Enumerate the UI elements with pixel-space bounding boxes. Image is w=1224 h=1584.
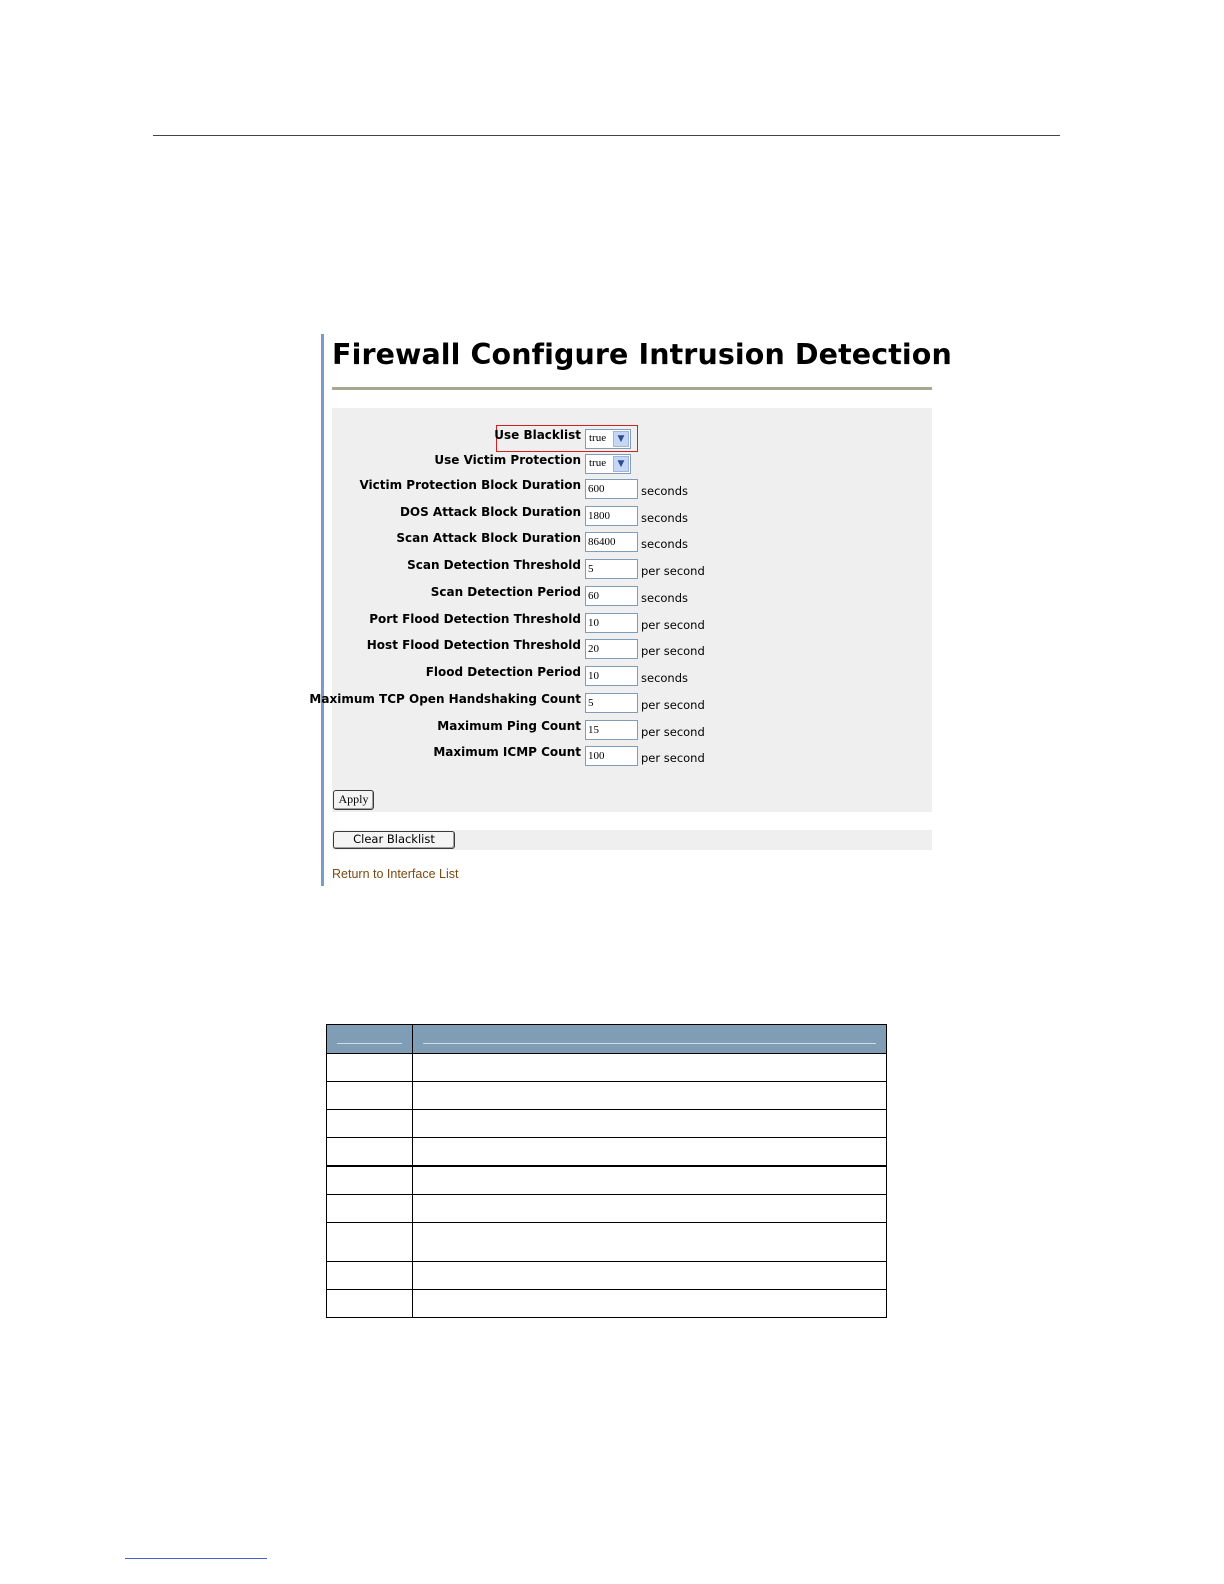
field-label: Maximum TCP Open Handshaking Count (309, 692, 581, 706)
field-label: Flood Detection Period (425, 665, 581, 679)
scan-detection-period-row (332, 586, 932, 608)
flood-detection-period-row (332, 666, 932, 688)
table-row (327, 1290, 887, 1318)
field-unit: seconds (641, 671, 689, 685)
table-row (327, 1166, 887, 1195)
scan-detection-threshold-row (332, 559, 932, 581)
use-victim-protection-value: true (589, 457, 607, 469)
max-tcp-open-handshaking-row (309, 692, 932, 715)
field-unit: seconds (641, 591, 689, 605)
field-label: Port Flood Detection Threshold (369, 612, 581, 626)
firewall-panel (309, 334, 952, 886)
table-header-cell (327, 1025, 413, 1054)
chevron-down-icon[interactable]: ▼ (613, 431, 629, 447)
intrusion-form (309, 408, 932, 812)
field-unit: per second (641, 725, 705, 739)
field-unit: seconds (641, 484, 689, 498)
table-header-cell (413, 1025, 887, 1054)
field-label: Host Flood Detection Threshold (366, 638, 581, 652)
use-victim-protection-row (332, 454, 932, 476)
clear-blacklist-button[interactable]: Clear Blacklist (333, 831, 455, 849)
victim-protection-block-duration-row (332, 479, 932, 501)
host-flood-detection-threshold-input[interactable]: 20 (585, 639, 638, 659)
field-label: Scan Detection Threshold (407, 558, 581, 572)
max-icmp-count-input[interactable]: 100 (585, 746, 638, 766)
table-row (327, 1262, 887, 1290)
chevron-down-icon[interactable]: ▼ (613, 456, 629, 472)
use-blacklist-row (332, 429, 932, 451)
field-label: DOS Attack Block Duration (399, 505, 581, 519)
top-divider (153, 135, 1060, 136)
table-row (327, 1138, 887, 1167)
max-ping-count-input[interactable]: 15 (585, 720, 638, 740)
use-blacklist-select[interactable] (585, 429, 631, 449)
table-row (327, 1082, 887, 1110)
scan-detection-threshold-input[interactable]: 5 (585, 559, 638, 579)
footnote-divider (125, 1558, 267, 1559)
use-blacklist-value: true (589, 432, 607, 444)
scan-attack-block-duration-row (332, 532, 932, 554)
table-row (327, 1195, 887, 1223)
field-label: Scan Attack Block Duration (396, 531, 581, 545)
description-table (326, 1024, 887, 1318)
field-label: Scan Detection Period (430, 585, 581, 599)
table-row (327, 1054, 887, 1082)
clear-blacklist-bar (332, 830, 932, 850)
field-label: Maximum Ping Count (437, 719, 581, 733)
field-unit: seconds (641, 537, 689, 551)
field-label: Victim Protection Block Duration (359, 478, 581, 492)
use-victim-protection-label: Use Victim Protection (434, 453, 581, 467)
apply-button[interactable]: Apply (333, 790, 374, 810)
max-icmp-count-row (332, 746, 932, 768)
flood-detection-period-input[interactable]: 10 (585, 666, 638, 686)
max-tcp-open-handshaking-input[interactable]: 5 (585, 693, 638, 713)
field-unit: seconds (641, 511, 689, 525)
return-to-interface-list-link[interactable]: Return to Interface List (332, 867, 459, 881)
field-unit: per second (641, 618, 705, 632)
use-victim-protection-select[interactable] (585, 454, 631, 474)
title-underline (332, 387, 932, 390)
scan-attack-block-duration-input[interactable]: 86400 (585, 532, 638, 552)
dos-attack-block-duration-row (332, 506, 932, 528)
dos-attack-block-duration-input[interactable]: 1800 (585, 506, 638, 526)
page-title: Firewall Configure Intrusion Detection (332, 338, 952, 371)
table-row (327, 1110, 887, 1138)
victim-protection-block-duration-input[interactable]: 600 (585, 479, 638, 499)
use-blacklist-label: Use Blacklist (494, 428, 581, 442)
table-row (327, 1223, 887, 1262)
port-flood-detection-threshold-input[interactable]: 10 (585, 613, 638, 633)
field-unit: per second (641, 644, 705, 658)
field-unit: per second (641, 564, 705, 578)
scan-detection-period-input[interactable]: 60 (585, 586, 638, 606)
field-unit: per second (641, 698, 705, 712)
table-header (327, 1025, 887, 1054)
port-flood-detection-threshold-row (332, 613, 932, 635)
max-ping-count-row (332, 720, 932, 742)
field-unit: per second (641, 751, 705, 765)
host-flood-detection-threshold-row (332, 639, 932, 661)
field-label: Maximum ICMP Count (433, 745, 581, 759)
